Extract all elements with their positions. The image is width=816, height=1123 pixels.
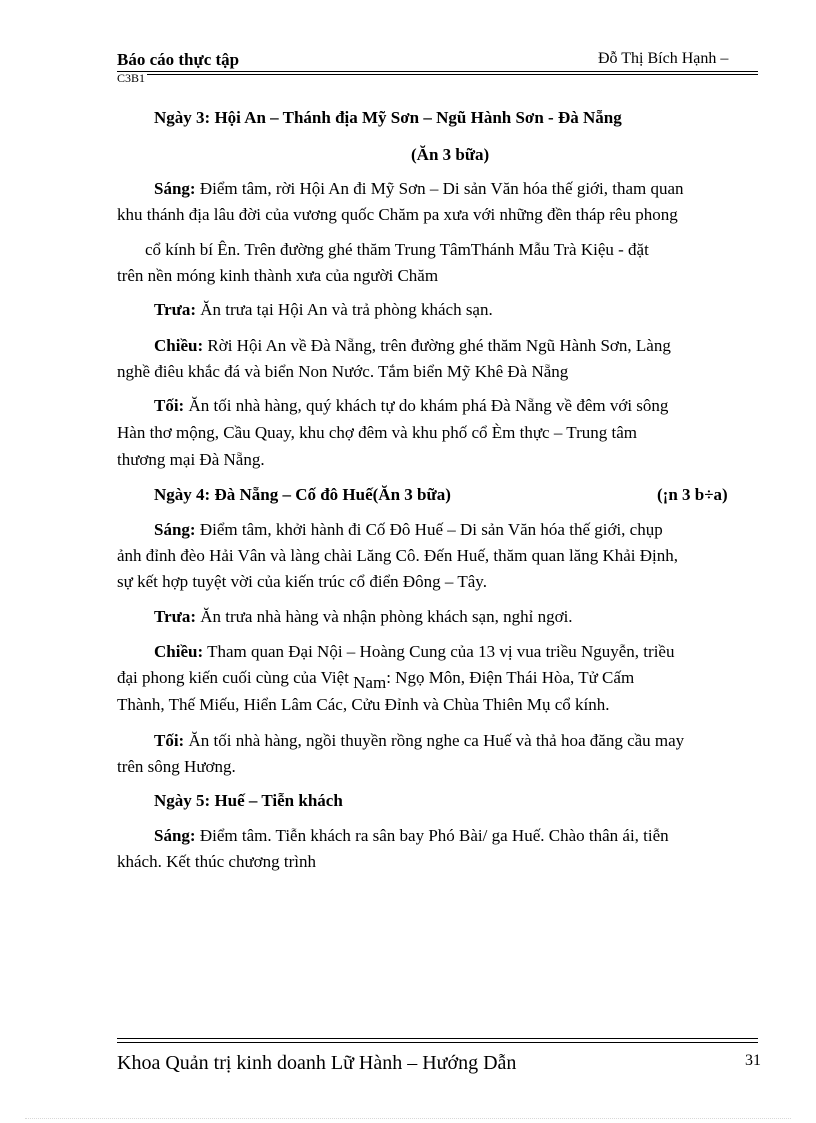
day4-morning-text-1: Điểm tâm, khởi hành đi Cố Đô Huế – Di sản Văn hóa thế giới, chụp [195, 520, 663, 539]
day4-afternoon-text-2a: đại phong kiến cuối cùng của Việt [117, 668, 354, 687]
day3-morning-line-2: khu thánh địa lâu đời của vương quốc Chăm pa xưa với những đền tháp rêu phong [117, 205, 678, 224]
header-report-title: Báo cáo thực tập [117, 50, 240, 69]
day3-morning-line-4: trên nền móng kinh thành xưa của người Chăm [117, 266, 439, 285]
day4-afternoon-label: Chiều: [154, 642, 204, 661]
day5-morning-line-2: khách. Kết thúc chương trình [117, 852, 317, 871]
day4-title: Ngày 4: Đà Nẵng – Cố đô Huế(Ăn 3 bữa) [154, 485, 451, 504]
header-rule-top [117, 71, 758, 72]
day4-morning-line-2: ảnh đỉnh đèo Hải Vân và làng chài Lăng Cô. Đến Huế, thăm quan lăng Khải Định, [117, 546, 679, 565]
day4-morning-line-3: sự kết hợp tuyệt vời của kiến trúc cổ điển Đông – Tây. [117, 572, 487, 591]
day4-noon-text-1: Ăn trưa nhà hàng và nhận phòng khách sạn, nghỉ ngơi. [196, 607, 573, 626]
day3-title: Ngày 3: Hội An – Thánh địa Mỹ Sơn – Ngũ Hành Sơn - Đà Nẵng [154, 108, 622, 127]
day3-evening-line-1 [154, 396, 668, 416]
day4-afternoon-line-2 [117, 668, 635, 692]
day3-morning-line-1 [154, 179, 684, 199]
header-rule-bottom [117, 74, 758, 75]
day4-morning-label: Sáng: [154, 520, 196, 539]
day4-noon-label: Trưa: [154, 607, 196, 626]
day4-evening-label: Tối: [154, 731, 185, 750]
day4-evening-line-2: trên sông Hương. [117, 757, 236, 776]
header-author: Đỗ Thị Bích Hạnh – [598, 50, 729, 67]
day3-morning-label: Sáng: [154, 179, 196, 198]
footer-rule-top [117, 1038, 758, 1039]
day3-meals: (Ăn 3 bữa) [411, 145, 490, 164]
day4-meals-garbled: (¡n 3 b÷a) [657, 485, 728, 504]
day4-afternoon-line-3: Thành, Thế Miếu, Hiển Lâm Các, Cửu Đỉnh và Chùa Thiên Mụ cổ kính. [117, 695, 610, 714]
day4-afternoon-text-2b: Nam [353, 673, 387, 692]
day3-afternoon-text-1: Rời Hội An về Đà Nẵng, trên đường ghé thăm Ngũ Hành Sơn, Làng [203, 336, 671, 355]
page-boundary-dotted [25, 1118, 791, 1119]
day3-morning-text-1: Điểm tâm, rời Hội An đi Mỹ Sơn – Di sản Văn hóa thế giới, tham quan [195, 179, 684, 198]
day4-morning-line-1 [154, 520, 663, 540]
footer-department: Khoa Quản trị kinh doanh Lữ Hành – Hướng Dẫn [117, 1052, 517, 1074]
day5-morning-text-1: Điểm tâm. Tiễn khách ra sân bay Phó Bài/ ga Huế. Chào thân ái, tiễn [195, 826, 669, 845]
day3-evening-text-1: Ăn tối nhà hàng, quý khách tự do khám phá Đà Nẵng về đêm với sông [184, 396, 669, 415]
day4-noon-line-1 [154, 607, 573, 627]
day3-noon-label: Trưa: [154, 300, 196, 319]
footer-rule-bottom [117, 1042, 758, 1043]
day4-evening-line-1 [154, 731, 684, 751]
day5-title: Ngày 5: Huế – Tiễn khách [154, 791, 343, 810]
day3-noon-text-1: Ăn trưa tại Hội An và trả phòng khách sạn. [196, 300, 493, 319]
day3-noon-line-1 [154, 300, 493, 320]
day3-afternoon-line-1 [154, 336, 671, 356]
day5-morning-label: Sáng: [154, 826, 196, 845]
day4-evening-text-1: Ăn tối nhà hàng, ngồi thuyền rồng nghe ca Huế và thả hoa đăng cầu may [184, 731, 685, 750]
day4-afternoon-line-1 [154, 642, 674, 662]
day3-morning-line-3: cổ kính bí Ên. Trên đường ghé thăm Trung TâmThánh Mẫu Trà Kiệu - đặt [145, 240, 649, 259]
day4-afternoon-text-1: Tham quan Đại Nội – Hoàng Cung của 13 vị vua triều Nguyễn, triều [203, 642, 675, 661]
day3-evening-line-2: Hàn thơ mộng, Cầu Quay, khu chợ đêm và khu phố cổ Èm thực – Trung tâm [117, 423, 637, 442]
day3-evening-line-3: thương mại Đà Nẵng. [117, 450, 265, 469]
day3-afternoon-label: Chiều: [154, 336, 204, 355]
day3-evening-label: Tối: [154, 396, 185, 415]
day3-afternoon-line-2: nghề điêu khắc đá và biển Non Nước. Tắm biển Mỹ Khê Đà Nẵng [117, 362, 569, 381]
day5-morning-line-1 [154, 826, 669, 846]
header-class-code: C3B1 [117, 71, 146, 85]
page-number: 31 [745, 1052, 761, 1069]
day4-afternoon-text-2c: : Ngọ Môn, Điện Thái Hòa, Tử Cấm [386, 668, 635, 687]
